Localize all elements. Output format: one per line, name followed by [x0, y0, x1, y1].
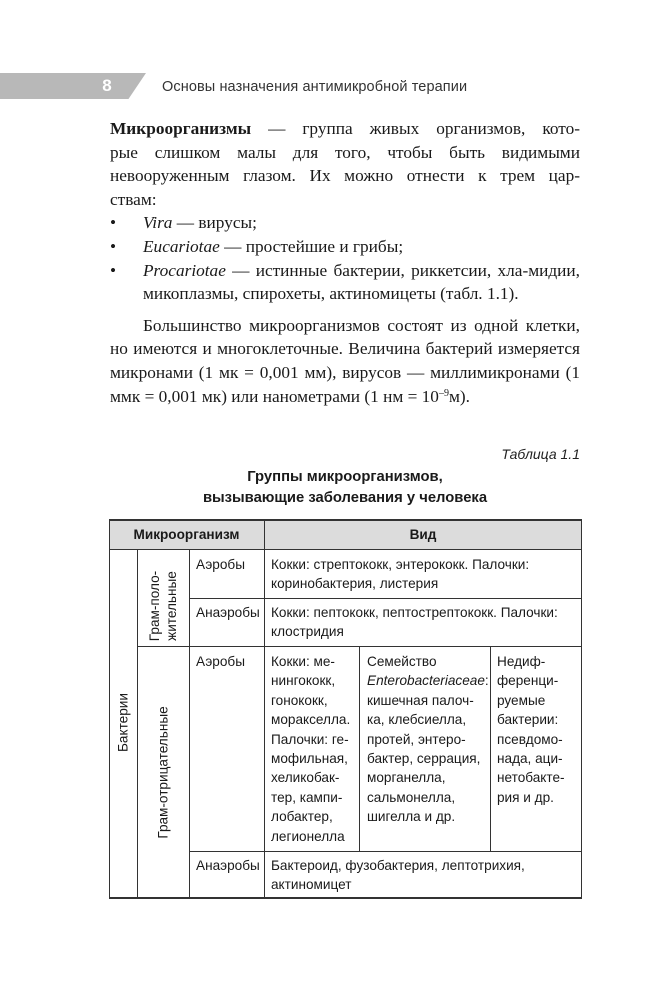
- gn-aerobes-type: Аэробы: [196, 654, 245, 669]
- list-item: • Eucariotae — простейшие и грибы;: [110, 236, 404, 256]
- gram-negative-label: Грам-отрицательные: [155, 706, 171, 839]
- page-number: 8: [102, 76, 112, 95]
- kingdoms-list: [110, 211, 580, 305]
- table-reference: Таблица 1.1: [501, 446, 580, 462]
- header-microorganism: Микроорганизм: [133, 527, 240, 542]
- gn-anaerobes-type: Анаэробы: [196, 858, 260, 873]
- list-item: • Vira — вирусы;: [110, 213, 257, 233]
- gp-aerobes-kind: Кокки: стрептококк, энтерококк. Палочки: коринобактерия, листерия: [271, 557, 530, 592]
- intro-line-1: Микроорганизмы — группа живых организмов, кото-: [110, 119, 580, 138]
- running-title: Основы назначения антимикробной терапии: [162, 79, 468, 95]
- gp-aerobes-type: Аэробы: [196, 557, 245, 572]
- header-band: [0, 73, 146, 99]
- list-item: • Procariotae — истинные бактерии, риккетсии, хла-мидии, микоплазмы, спирохеты, актиномицеты (табл. 1.1).: [110, 260, 580, 304]
- paragraph-size: Большинство микроорганизмов состоят из одной клетки, но имеются и многоклеточные. Величина бактерий измеряется микронами (1 мк = 0,001 мм), вирусов — миллимикронами (1 ммк = 0,001 мк) или нанометрами (1 нм = $10^{-9}м$).: [110, 315, 580, 406]
- gn-aerobes-cocci-rods: Кокки: ме-нингококк, гонококк, моракселла. Палочки: ге-мофильная, хеликобак-тер, кампи-лобактер, легионелла: [271, 654, 351, 844]
- header-kind: Вид: [409, 527, 437, 542]
- gp-anaerobes-type: Анаэробы: [196, 605, 260, 620]
- intro-line-3: невооруженным глазом. Их можно отнести к трем цар-: [110, 166, 580, 186]
- table-title: Группы микроорганизмов, вызывающие заболевания у человека: [202, 469, 488, 506]
- gp-anaerobes-kind: Кокки: пептококк, пептострептококк. Палочки: клостридия: [271, 605, 558, 640]
- intro-line-4: ствам:: [110, 189, 157, 209]
- group-label-bacteria: Бактерии: [115, 693, 131, 752]
- gn-anaerobes-kind: Бактероид, фузобактерия, лептотрихия, актиномицет: [271, 858, 525, 893]
- body-text: [110, 117, 580, 408]
- intro-line-2: рые слишком малы для того, чтобы быть видимыми: [110, 142, 580, 162]
- gn-aerobes-nonfermenting: Недиф-ференци-руемые бактерии: псевдомо-нада, аци-нетобакте-рия и др.: [497, 654, 565, 805]
- gn-aerobes-enterobacteriaceae: Семейство Enterobacteriaceae: кишечная палоч-ка, клебсиелла, протей, энтеро-бактер, серрация, морганелла, сальмонелла, шигелла и др.: [367, 654, 489, 825]
- term-microorganisms: Микроорганизмы: [110, 119, 252, 138]
- microorganism-table: [109, 519, 582, 898]
- gram-positive-label: Грам-поло-жительные: [147, 570, 179, 642]
